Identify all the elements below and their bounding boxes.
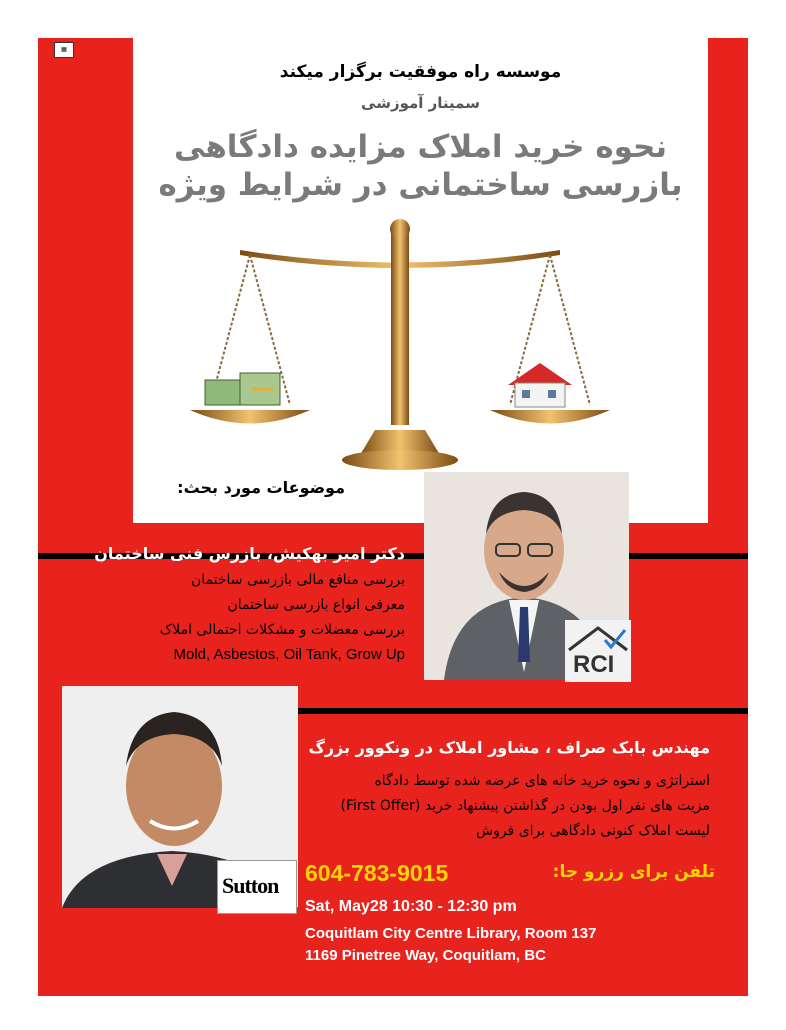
organizer-text: موسسه راه موفقیت برگزار میکند xyxy=(279,62,562,82)
corner-logo-icon: ▦ xyxy=(54,42,74,58)
reservation-row xyxy=(305,860,715,888)
divider-bar-2 xyxy=(278,708,748,714)
speaker1-item-3: بررسی معضلات و مشکلات احتمالی املاک xyxy=(159,622,405,638)
speaker2-name: مهندس بابک صراف ، مشاور املاک در ونکوور بزرگ xyxy=(308,738,710,757)
phone-number[interactable]: 604-783-9015 xyxy=(305,860,449,886)
event-date: Sat, May28 10:30 - 12:30 pm xyxy=(305,898,517,915)
topics-label: موضوعات مورد بحث: xyxy=(177,478,345,497)
speaker1-english-topics: Mold, Asbestos, Oil Tank, Grow Up xyxy=(173,646,405,663)
svg-text:RCI: RCI xyxy=(573,651,615,678)
speaker1-item-1: بررسی منافع مالی بازرسی ساختمان xyxy=(190,572,405,588)
sutton-logo xyxy=(217,860,297,914)
speaker1-item-2: معرفی انواع بازرسی ساختمان xyxy=(227,597,405,613)
speaker2-item-3: لیست املاک کنونی دادگاهی برای فروش xyxy=(475,823,710,839)
rci-logo-icon xyxy=(565,620,631,682)
speaker2-item-1: استراتژی و نحوه خرید خانه های عرضه شده توسط دادگاه xyxy=(374,773,710,789)
event-venue: Coquitlam City Centre Library, Room 137 xyxy=(305,925,597,942)
subtitle-text: سمینار آموزشی xyxy=(361,94,480,112)
main-title xyxy=(133,128,708,204)
scales-illustration xyxy=(190,215,610,480)
speaker2-item-2: مزیت های نفر اول بودن در گذاشتن پیشنهاد خرید (First Offer) xyxy=(340,798,710,814)
speaker1-name: دکتر امیر بهکیش، بازرس فنی ساختمان xyxy=(94,544,405,563)
title-line-2: بازرسی ساختمانی در شرایط ویژه xyxy=(158,167,683,203)
phone-label: تلفن برای رزرو جا: xyxy=(552,862,715,882)
sutton-logo-text: Sutton xyxy=(222,873,279,898)
title-line-1: نحوه خرید املاک مزایده دادگاهی xyxy=(173,129,668,165)
event-address: 1169 Pinetree Way, Coquitlam, BC xyxy=(305,947,546,964)
